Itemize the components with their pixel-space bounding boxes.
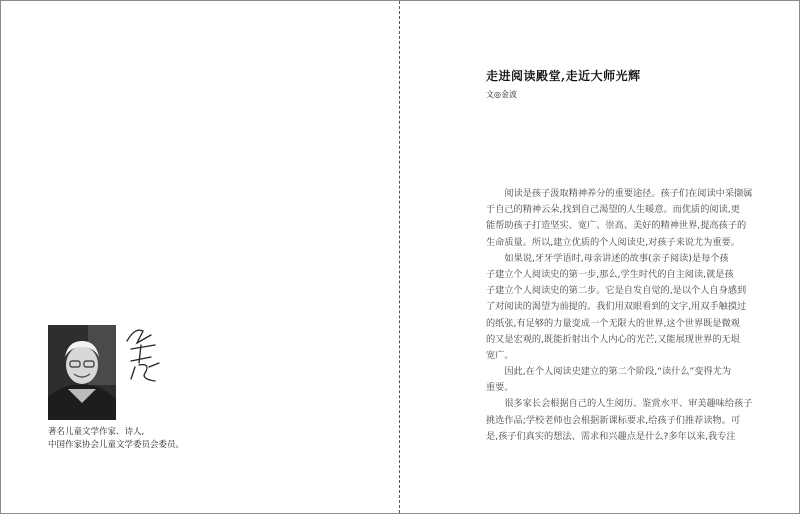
handwritten-signature [121, 323, 165, 383]
author-portrait-photo [48, 325, 116, 420]
body-line: 重要。 [486, 382, 514, 394]
body-line: 因此,在个人阅读史建立的第二个阶段,“读什么”变得尤为 [486, 366, 732, 378]
left-page [1, 1, 399, 513]
body-line: 了对阅读的渴望为前提的。我们用双眼看到的文字,用双手触摸过 [486, 301, 747, 313]
body-line: 的又是宏观的,既能折射出个人内心的光芒,又能展现世界的无垠 [486, 333, 740, 345]
article-body [486, 186, 775, 445]
body-line: 于自己的精神云朵,找到自己渴望的人生暖意。而优质的阅读,更 [486, 204, 740, 216]
caption-line-1: 著名儿童文学作家、诗人, [48, 427, 145, 437]
body-line: 子建立个人阅读史的第二步。它是自发自觉的,是以个人自身感到 [486, 285, 747, 297]
body-line: 很多家长会根据自己的人生阅历、鉴赏水平、审美趣味给孩子 [486, 398, 753, 410]
body-line: 能帮助孩子打造坚实、宽广、崇高、美好的精神世界,提高孩子的 [486, 220, 747, 232]
page-fold-divider [399, 1, 400, 513]
caption-line-2: 中国作家协会儿童文学委员会委员。 [48, 440, 185, 450]
article-byline: 文◎金波 [486, 90, 517, 99]
body-line: 是,孩子们真实的想法、需求和兴趣点是什么?多年以来,我专注 [486, 430, 736, 442]
body-line: 生命质量。所以,建立优质的个人阅读史,对孩子来说尤为重要。 [486, 236, 740, 248]
body-line: 如果说,牙牙学语时,母亲讲述的故事(亲子阅读)是每个孩 [486, 252, 729, 264]
body-line: 子建立个人阅读史的第一步,那么,学生时代的自主阅读,就是孩 [486, 268, 734, 280]
article-title: 走进阅读殿堂,走近大师光辉 [486, 69, 641, 83]
body-line: 阅读是孩子汲取精神养分的重要途径。孩子们在阅读中采撷属 [486, 188, 753, 199]
author-caption [48, 426, 248, 452]
body-line: 宽广。 [486, 349, 514, 361]
right-page [401, 1, 799, 513]
body-line: 挑选作品;学校老师也会根据新课标要求,给孩子们推荐读物。可 [486, 414, 741, 426]
body-line: 的纸张,有足够的力量变成一个无限大的世界,这个世界既是微观 [486, 317, 740, 329]
